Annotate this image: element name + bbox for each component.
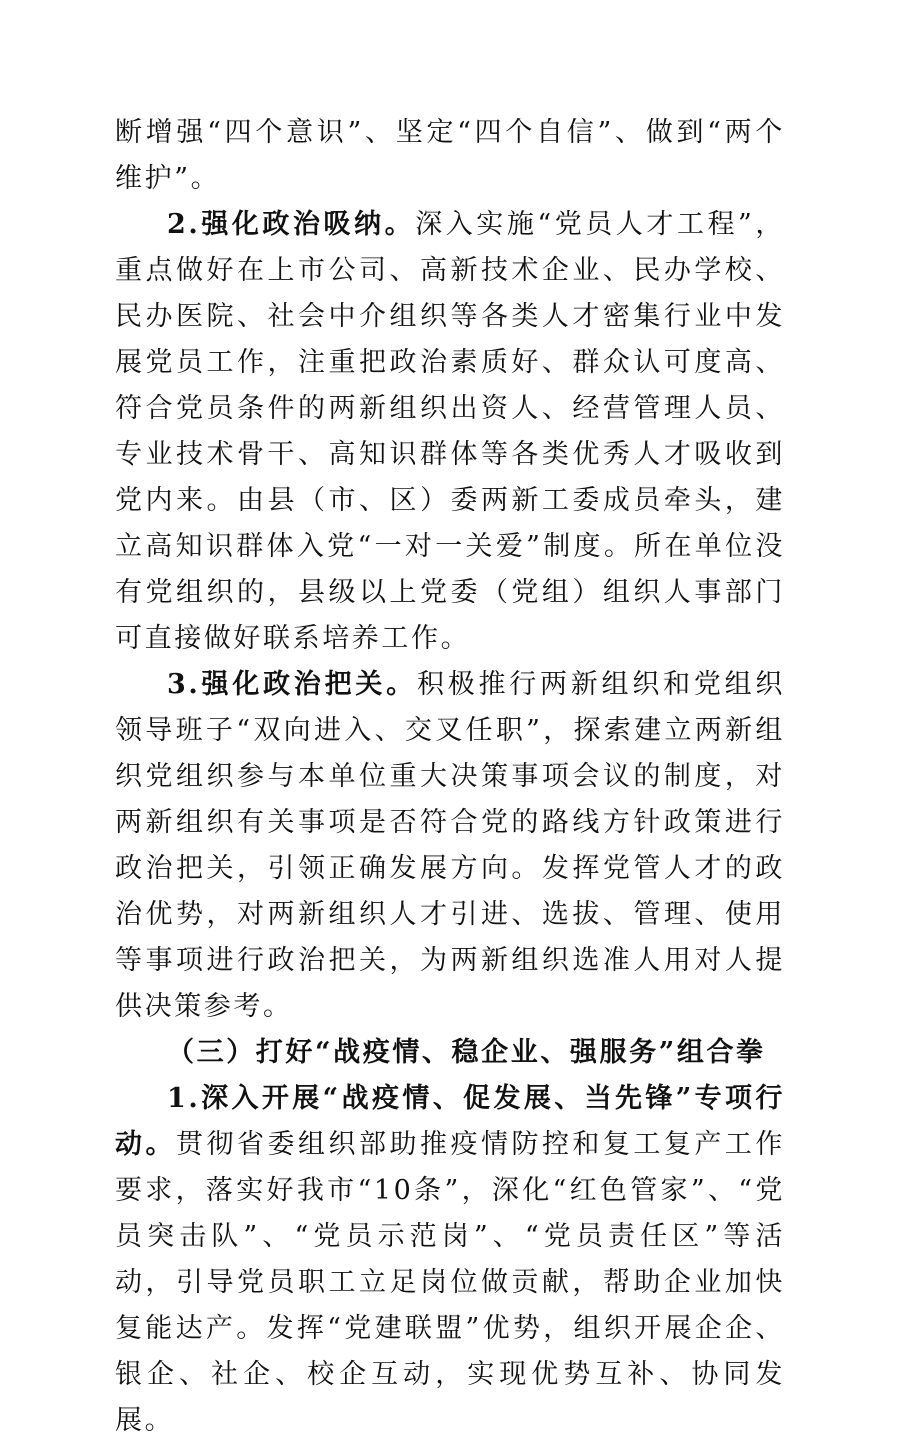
paragraph-text: 积极推行两新组织和党组织领导班子“双向进入、交叉任职”，探索建立两新组织党组织参与本单位重大决策事项会议的制度，对两新组织有关事项是否符合党的路线方针政策进行政治把关，引领正确发展方向。发挥党管人才的政治优势，对两新组织人才引进、选拔、管理、使用等事项进行政治把关，为两新组织选准人用对人提供决策参考。 (115, 669, 785, 1022)
paragraph-political-absorption (115, 202, 785, 662)
paragraph-continued (115, 110, 785, 202)
paragraph-text: 断增强“四个意识”、坚定“四个自信”、做到“两个维护”。 (115, 117, 785, 194)
paragraph-special-action (115, 1076, 785, 1444)
paragraph-lead: 2.强化政治吸纳。 (167, 209, 416, 240)
paragraph-political-checkpoint (115, 662, 785, 1030)
paragraph-lead: 1.深入开展“战疫情、促发展、当先锋”专项行动。 (115, 1083, 785, 1160)
document-page (115, 110, 785, 1444)
paragraph-lead: 3.强化政治把关。 (167, 669, 417, 700)
paragraph-text: 深入实施“党员人才工程”，重点做好在上市公司、高新技术企业、民办学校、民办医院、社会中介组织等各类人才密集行业中发展党员工作，注重把政治素质好、群众认可度高、符合党员条件的两新组织出资人、经营管理人员、专业技术骨干、高知识群体等各类优秀人才吸收到党内来。由县（市、区）委两新工委成员牵头，建立高知识群体入党“一对一关爱”制度。所在单位没有党组织的，县级以上党委（党组）组织人事部门可直接做好联系培养工作。 (115, 209, 785, 654)
section-heading: （三）打好“战疫情、稳企业、强服务”组合拳 (167, 1037, 766, 1068)
paragraph-text: 贯彻省委组织部助推疫情防控和复工复产工作要求，落实好我市“10条”，深化“红色管家”、“党员突击队”、“党员示范岗”、“党员责任区”等活动，引导党员职工立足岗位做贡献，帮助企业加快复能达产。发挥“党建联盟”优势，组织开展企企、银企、社企、校企互动，实现优势互补、协同发展。 (115, 1129, 786, 1436)
